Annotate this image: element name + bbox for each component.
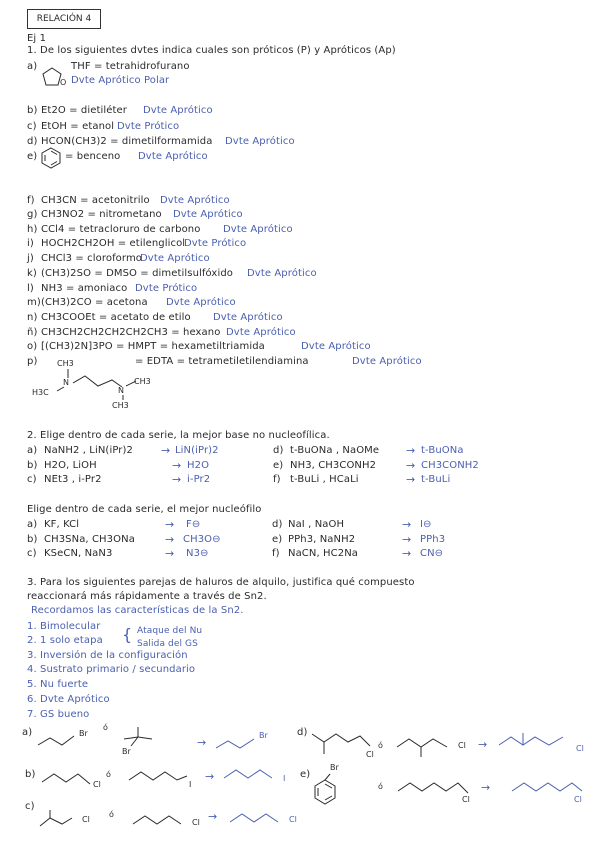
item-answer: t-BuONa [421, 445, 464, 456]
item-text: KF, KCl [44, 519, 80, 530]
edta-ch3-right: CH3 [134, 377, 151, 386]
structure-bromobenzene [308, 772, 342, 808]
item-answer: Dvte Aprótico [225, 136, 295, 147]
item-text: CH3SNa, CH3ONa [44, 534, 135, 545]
item-answer: I⊖ [420, 519, 432, 530]
br-label: Br [330, 763, 339, 772]
structure-branched-chloride-d2 [395, 733, 465, 759]
sn2-item: 2. 1 solo etapa [27, 635, 103, 646]
question-3-line2: reaccionará más rápidamente a través de Sn2. [27, 591, 267, 602]
item-answer: Dvte Aprótico [301, 341, 371, 352]
item-text: HCON(CH3)2 = dimetilformamida [41, 136, 213, 147]
arrow-icon: → [205, 770, 215, 783]
arrow-icon: → [161, 444, 171, 457]
arrow-icon: → [478, 738, 488, 751]
item-answer: Dvte Aprótico [166, 297, 236, 308]
arrow-icon: → [165, 533, 175, 546]
arrow-icon: → [402, 547, 412, 560]
sn2-item: 1. Bimolecular [27, 621, 101, 632]
arrow-icon: → [402, 518, 412, 531]
item-label: a) [27, 445, 38, 456]
item-answer: Dvte Prótico [184, 238, 247, 249]
structure-1-bromopropane [36, 730, 80, 750]
item-text: = benceno [65, 151, 121, 162]
answer-chlorobutane [228, 808, 292, 828]
item-label: p) [27, 356, 38, 367]
sn2-item: 5. Nu fuerte [27, 679, 89, 690]
item-label: ñ) [27, 327, 38, 338]
pair-label-a: a) [22, 727, 33, 738]
answer-iodobutane [222, 764, 284, 786]
item-text: t-BuLi , HCaLi [290, 474, 359, 485]
edta-n-left: N [63, 378, 69, 387]
item-answer: Dvte Aprótico Polar [71, 75, 170, 86]
cl-label: Cl [93, 780, 101, 789]
item-label: m) [27, 297, 41, 308]
page-title: RELACIÓN 4 [27, 9, 101, 29]
or-label: ó [109, 810, 114, 819]
question-3-line1: 3. Para los siguientes parejas de haluros de alquilo, justifica qué compuesto [27, 577, 415, 588]
item-text: PPh3, NaNH2 [288, 534, 356, 545]
answer-chlorohexane [510, 777, 584, 799]
sn2-item: 3. Inversión de la configuración [27, 650, 188, 661]
item-label: l) [27, 283, 34, 294]
item-text: CCl4 = tetracloruro de carbono [41, 224, 201, 235]
structure-iodobutane [127, 766, 193, 788]
cl-label: Cl [289, 815, 297, 824]
item-text: CHCl3 = cloroformo [41, 253, 142, 264]
question-2: 2. Elige dentro de cada serie, la mejor base no nucleofílica. [27, 430, 330, 441]
arrow-icon: → [172, 473, 182, 486]
item-text: CH3NO2 = nitrometano [41, 209, 162, 220]
item-text: CH3CN = acetonitrilo [41, 195, 150, 206]
pair-label-c: c) [25, 801, 35, 812]
item-answer: Dvte Aprótico [138, 151, 208, 162]
item-label: g) [27, 209, 38, 220]
item-answer: i-Pr2 [187, 474, 211, 485]
item-answer: CN⊖ [420, 548, 444, 559]
item-text: = EDTA = tetrametiletilendiamina [135, 356, 309, 367]
item-label: d) [273, 445, 284, 456]
structure-chlorobutane-c [131, 810, 195, 830]
edta-ch3-bottom: CH3 [112, 401, 129, 410]
item-label: a) [27, 61, 38, 72]
brace-top: Ataque del Nu [137, 626, 203, 636]
item-answer: Dvte Aprótico [213, 312, 283, 323]
item-text: EtOH = etanol [41, 121, 115, 132]
arrow-icon: → [402, 533, 412, 546]
br-label: Br [79, 729, 88, 738]
item-text: NEt3 , i-Pr2 [44, 474, 102, 485]
or-label: ó [378, 782, 383, 791]
item-label: o) [27, 341, 38, 352]
item-answer: Dvte Aprótico [247, 268, 317, 279]
item-label: k) [27, 268, 37, 279]
item-text: (CH3)2CO = acetona [41, 297, 148, 308]
structure-chlorohexane-e [396, 777, 470, 799]
cl-label: Cl [82, 815, 90, 824]
arrow-icon: → [406, 459, 416, 472]
sn2-item: 4. Sustrato primario / secundario [27, 664, 196, 675]
arrow-icon: → [406, 473, 416, 486]
sn2-item: 7. GS bueno [27, 709, 90, 720]
item-answer: F⊖ [186, 519, 201, 530]
item-answer: t-BuLi [421, 474, 451, 485]
item-answer: Dvte Aprótico [140, 253, 210, 264]
item-answer: Dvte Aprótico [160, 195, 230, 206]
item-label: c) [27, 548, 37, 559]
sn2-recall: Recordamos las características de la Sn2. [31, 605, 244, 616]
item-label: d) [27, 136, 38, 147]
edta-ch3-top: CH3 [57, 359, 74, 368]
item-text: NH3, CH3CONH2 [290, 460, 377, 471]
pair-label-b: b) [25, 769, 36, 780]
item-answer: Dvte Aprótico [352, 356, 422, 367]
item-answer: CH3CONH2 [421, 460, 479, 471]
item-label: h) [27, 224, 38, 235]
or-label: ó [106, 770, 111, 779]
item-label: b) [27, 105, 38, 116]
item-answer: Dvte Aprótico [143, 105, 213, 116]
item-label: f) [27, 195, 35, 206]
structure-chlorobutane-b [40, 768, 100, 790]
item-label: f) [273, 474, 281, 485]
arrow-icon: → [481, 781, 491, 794]
item-text: CH3COOEt = acetato de etilo [41, 312, 191, 323]
br-label: Br [122, 747, 131, 756]
item-text: NH3 = amoniaco [41, 283, 128, 294]
item-answer: Dvte Prótico [117, 121, 180, 132]
cl-label: Cl [366, 750, 374, 759]
item-label: d) [272, 519, 283, 530]
edta-n-right: N [118, 386, 124, 395]
item-text: NaI , NaOH [288, 519, 345, 530]
pair-label-e: e) [300, 769, 311, 780]
cl-label: Cl [576, 744, 584, 753]
arrow-icon: → [197, 736, 207, 749]
item-answer: Dvte Prótico [135, 283, 198, 294]
item-label: b) [27, 534, 38, 545]
arrow-icon: → [165, 547, 175, 560]
arrow-icon: → [165, 518, 175, 531]
arrow-icon: → [172, 459, 182, 472]
item-answer: Dvte Aprótico [226, 327, 296, 338]
item-text: [(CH3)2N]3PO = HMPT = hexametiltriamida [41, 341, 265, 352]
item-text: NaCN, HC2Na [288, 548, 359, 559]
item-text: THF = tetrahidrofurano [71, 61, 190, 72]
item-label: e) [272, 534, 283, 545]
cl-label: Cl [458, 741, 466, 750]
item-label: e) [27, 151, 38, 162]
item-answer: H2O [187, 460, 210, 471]
item-text: CH3CH2CH2CH2CH2CH3 = hexano [41, 327, 221, 338]
item-label: f) [272, 548, 280, 559]
arrow-icon: → [208, 810, 218, 823]
item-answer: CH3O⊖ [183, 534, 221, 545]
oxygen-label: O [60, 78, 67, 87]
brace-icon: { [122, 625, 133, 644]
item-label: e) [273, 460, 284, 471]
item-text: NaNH2 , LiN(iPr)2 [44, 445, 133, 456]
iodine-label: I [283, 774, 286, 783]
arrow-icon: → [406, 444, 416, 457]
question-1: 1. De los siguientes dvtes indica cuales son próticos (P) y Apróticos (Ap) [27, 45, 396, 56]
cl-label: Cl [192, 818, 200, 827]
item-text: t-BuONa , NaOMe [290, 445, 380, 456]
item-text: Et2O = dietiléter [41, 105, 128, 116]
item-label: c) [27, 121, 37, 132]
item-label: n) [27, 312, 38, 323]
item-label: c) [27, 474, 37, 485]
item-label: a) [27, 519, 38, 530]
edta-h3c: H3C [32, 388, 49, 397]
cl-label: Cl [462, 795, 470, 804]
exercise-label: Ej 1 [27, 33, 47, 44]
sn2-item: 6. Dvte Aprótico [27, 694, 110, 705]
item-text: HOCH2CH2OH = etilenglicol [41, 238, 186, 249]
item-answer: PPh3 [420, 534, 446, 545]
item-answer: Dvte Aprótico [173, 209, 243, 220]
item-label: b) [27, 460, 38, 471]
pair-label-d: d) [297, 727, 308, 738]
structure-branched-chloride-c [38, 808, 88, 832]
cl-label: Cl [574, 795, 582, 804]
question-2b: Elige dentro de cada serie, el mejor nucleófilo [27, 504, 262, 515]
br-label: Br [259, 731, 268, 740]
or-label: ó [378, 741, 383, 750]
benzene-structure [40, 147, 62, 169]
item-text: (CH3)2SO = DMSO = dimetilsulfóxido [41, 268, 233, 279]
item-label: i) [27, 238, 34, 249]
answer-1-bromopropane [214, 734, 260, 752]
item-answer: N3⊖ [186, 548, 209, 559]
item-label: j) [27, 253, 34, 264]
answer-branched-chloride [497, 731, 577, 757]
item-answer: Dvte Aprótico [223, 224, 293, 235]
item-text: KSeCN, NaN3 [44, 548, 113, 559]
brace-bottom: Salida del GS [137, 639, 198, 649]
or-label: ó [103, 723, 108, 732]
iodine-label: I [189, 780, 192, 789]
item-answer: LiN(iPr)2 [175, 445, 219, 456]
item-text: H2O, LiOH [44, 460, 97, 471]
